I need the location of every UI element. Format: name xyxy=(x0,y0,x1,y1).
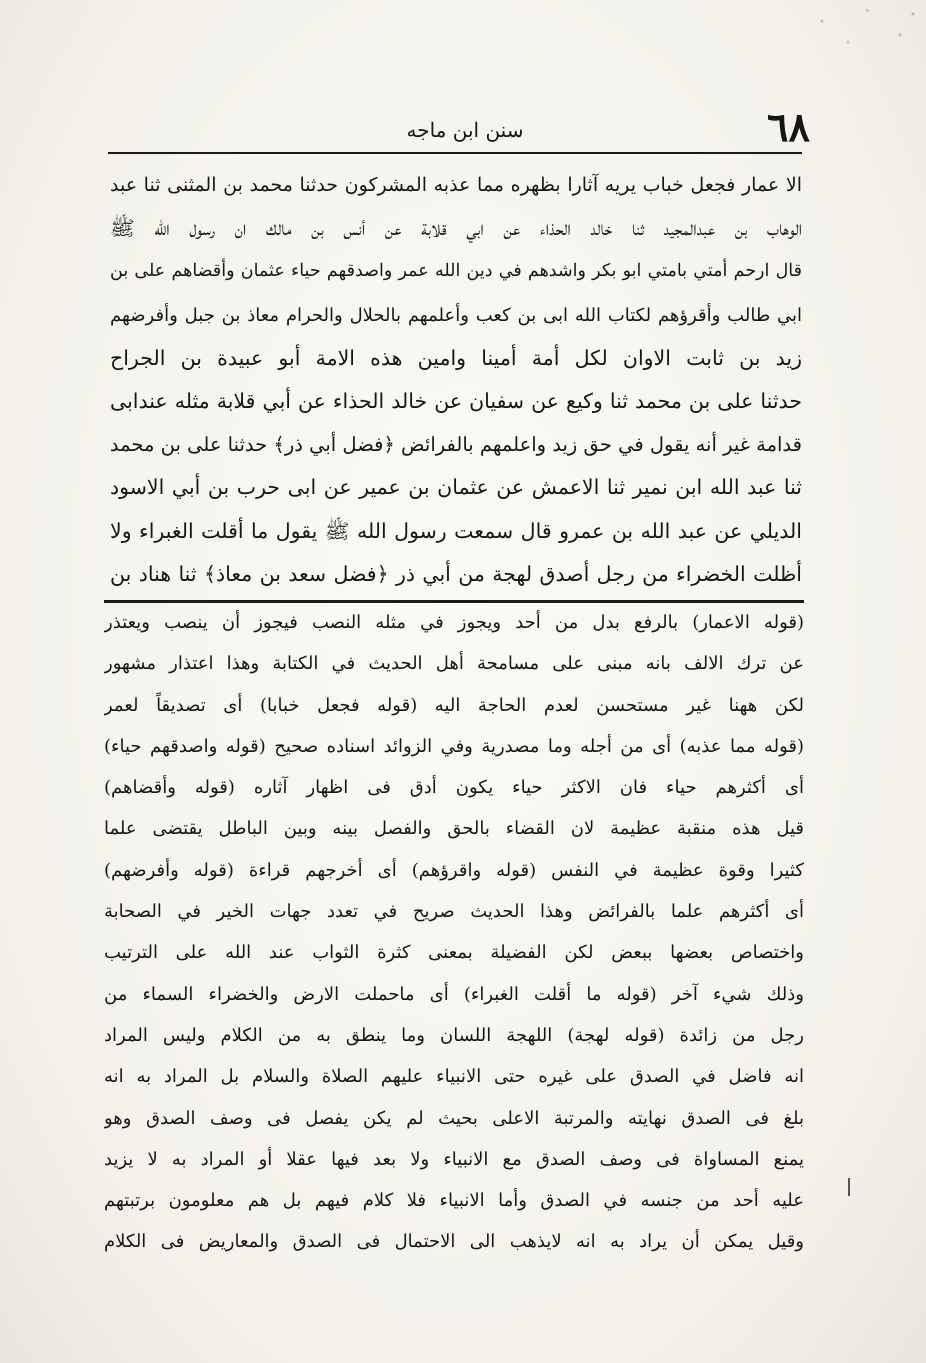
page-number: ٦٨ xyxy=(767,104,810,151)
scan-speckle xyxy=(796,0,926,70)
main-text-line: الديلي عن عبد الله بن عمرو قال سمعت رسول الله ﷺ يقول ما أقلت الغبراء ولا xyxy=(110,518,802,543)
main-text-line: الوهاب بن عبدالمجيد ثنا خالد الحذاء عن ابي قلابة عن أنس بن مالك ان رسول الله ﷺ xyxy=(110,216,802,241)
commentary-line: أى أكثرهم علما بالفرائض وهذا الحديث صريح في تعدد جهات الخير في الصحابة xyxy=(104,901,804,923)
commentary-block xyxy=(104,602,804,1263)
commentary-line: وقيل يمكن أن يراد به انه لايذهب الى الاحتمال فى الصدق والمعاريض فى الكلام xyxy=(104,1231,804,1253)
commentary-line: عليه أحد من جنسه في الصدق وأما الانبياء فلا كلام فيهم بل هم معلومون برتبتهم xyxy=(104,1190,804,1212)
commentary-line: يمنع المساواة فى وصف الصدق مع الانبياء ولا بعد فيها عقلا أو المراد به لا يزيد xyxy=(104,1148,804,1170)
commentary-line: قيل هذه منقبة عظيمة لان القضاء بالحق والفصل بينه وبين الباطل يقتضى علما xyxy=(104,818,804,840)
page-header xyxy=(120,104,810,154)
header-rule xyxy=(108,152,802,154)
main-text-line: ابي طالب وأقرؤهم لكتاب الله ابى بن كعب وأعلمهم بالحلال والحرام معاذ بن جبل وأفرضهم xyxy=(110,304,802,326)
main-text-line: حدثنا على بن محمد ثنا وكيع عن سفيان عن خالد الحذاء عن أبي قلابة مثله عندابى xyxy=(110,388,802,413)
commentary-line: وذلك شيء آخر (قوله ما أقلت الغبراء) أى ماحملت الارض والخضراء السماء من xyxy=(104,983,804,1005)
commentary-line: كثيرا وقوة عظيمة في النفس (قوله واقرؤهم) أى أخرجهم قراءة (قوله وأفرضهم) xyxy=(104,859,804,881)
main-text-line: أظلت الخضراء من رجل أصدق لهجة من أبي ذر ﴿فضل سعد بن معاذ﴾ ثنا هناد بن xyxy=(110,561,802,586)
commentary-line: (قوله مما عذبه) أى من أجله وما مصدرية وفي الزوائد اسناده صحيح (قوله واصدقهم حياء) xyxy=(104,735,804,757)
margin-mark xyxy=(848,1178,850,1196)
commentary-line: واختصاص بعضها ببعض لكن الفضيلة بمعنى كثرة الثواب عند الله على الترتيب xyxy=(104,942,804,964)
main-text-line: قدامة غير أنه يقول في حق زيد واعلمهم بالفرائض ﴿فضل أبي ذر﴾ حدثنا على بن محمد xyxy=(110,433,802,457)
main-text-line: الا عمار فجعل خباب يريه آثارا بظهره مما عذبه المشركون حدثنا محمد بن المثنى ثنا عبد xyxy=(110,174,802,196)
commentary-line: أى أكثرهم حياء فان الاكثر حياء يكون أدق فى اظهار آثاره (قوله وأقضاهم) xyxy=(104,777,804,799)
commentary-line: لكن ههنا غير مستحسن لعدم الحاجة اليه (قوله فجعل خبابا) أى تصديقاً لعمر xyxy=(104,694,804,716)
commentary-line: انه فاضل في الصدق على غيره حتى الانبياء عليهم الصلاة والسلام بل المراد به انه xyxy=(104,1066,804,1088)
main-text-line: ثنا عبد الله ابن نمير ثنا الاعمش عن عثمان بن عمير عن ابى حرب بن أبي الاسود xyxy=(110,475,802,500)
commentary-line: عن ترك الالف بانه مبنى على مسامحة أهل الحديث في الكتابة وهذا اعتذار مشهور xyxy=(104,653,804,675)
commentary-line: رجل من زائدة (قوله لهجة) اللهجة اللسان وما ينطق به من الكلام وليس المراد xyxy=(104,1024,804,1046)
running-title: سنن ابن ماجه xyxy=(406,118,524,142)
commentary-line: بلغ فى الصدق نهايته والمرتبة الاعلى بحيث لم يكن يفصل فى وصف الصدق وهو xyxy=(104,1107,804,1129)
commentary-line: (قوله الاعمار) بالرفع بدل من أحد ويجوز في مثله النصب فيجوز أن ينصب ويعتذر xyxy=(104,612,804,633)
main-text-line: قال ارحم أمتي بامتي ابو بكر واشدهم في دين الله عمر واصدقهم حياء عثمان وأقضاهم على بن xyxy=(110,261,802,282)
hadith-text-block xyxy=(110,164,802,596)
main-text-line: زيد بن ثابت الاوان لكل أمة أمينا وامين هذه الامة أبو عبيدة بن الجراح xyxy=(110,345,802,370)
